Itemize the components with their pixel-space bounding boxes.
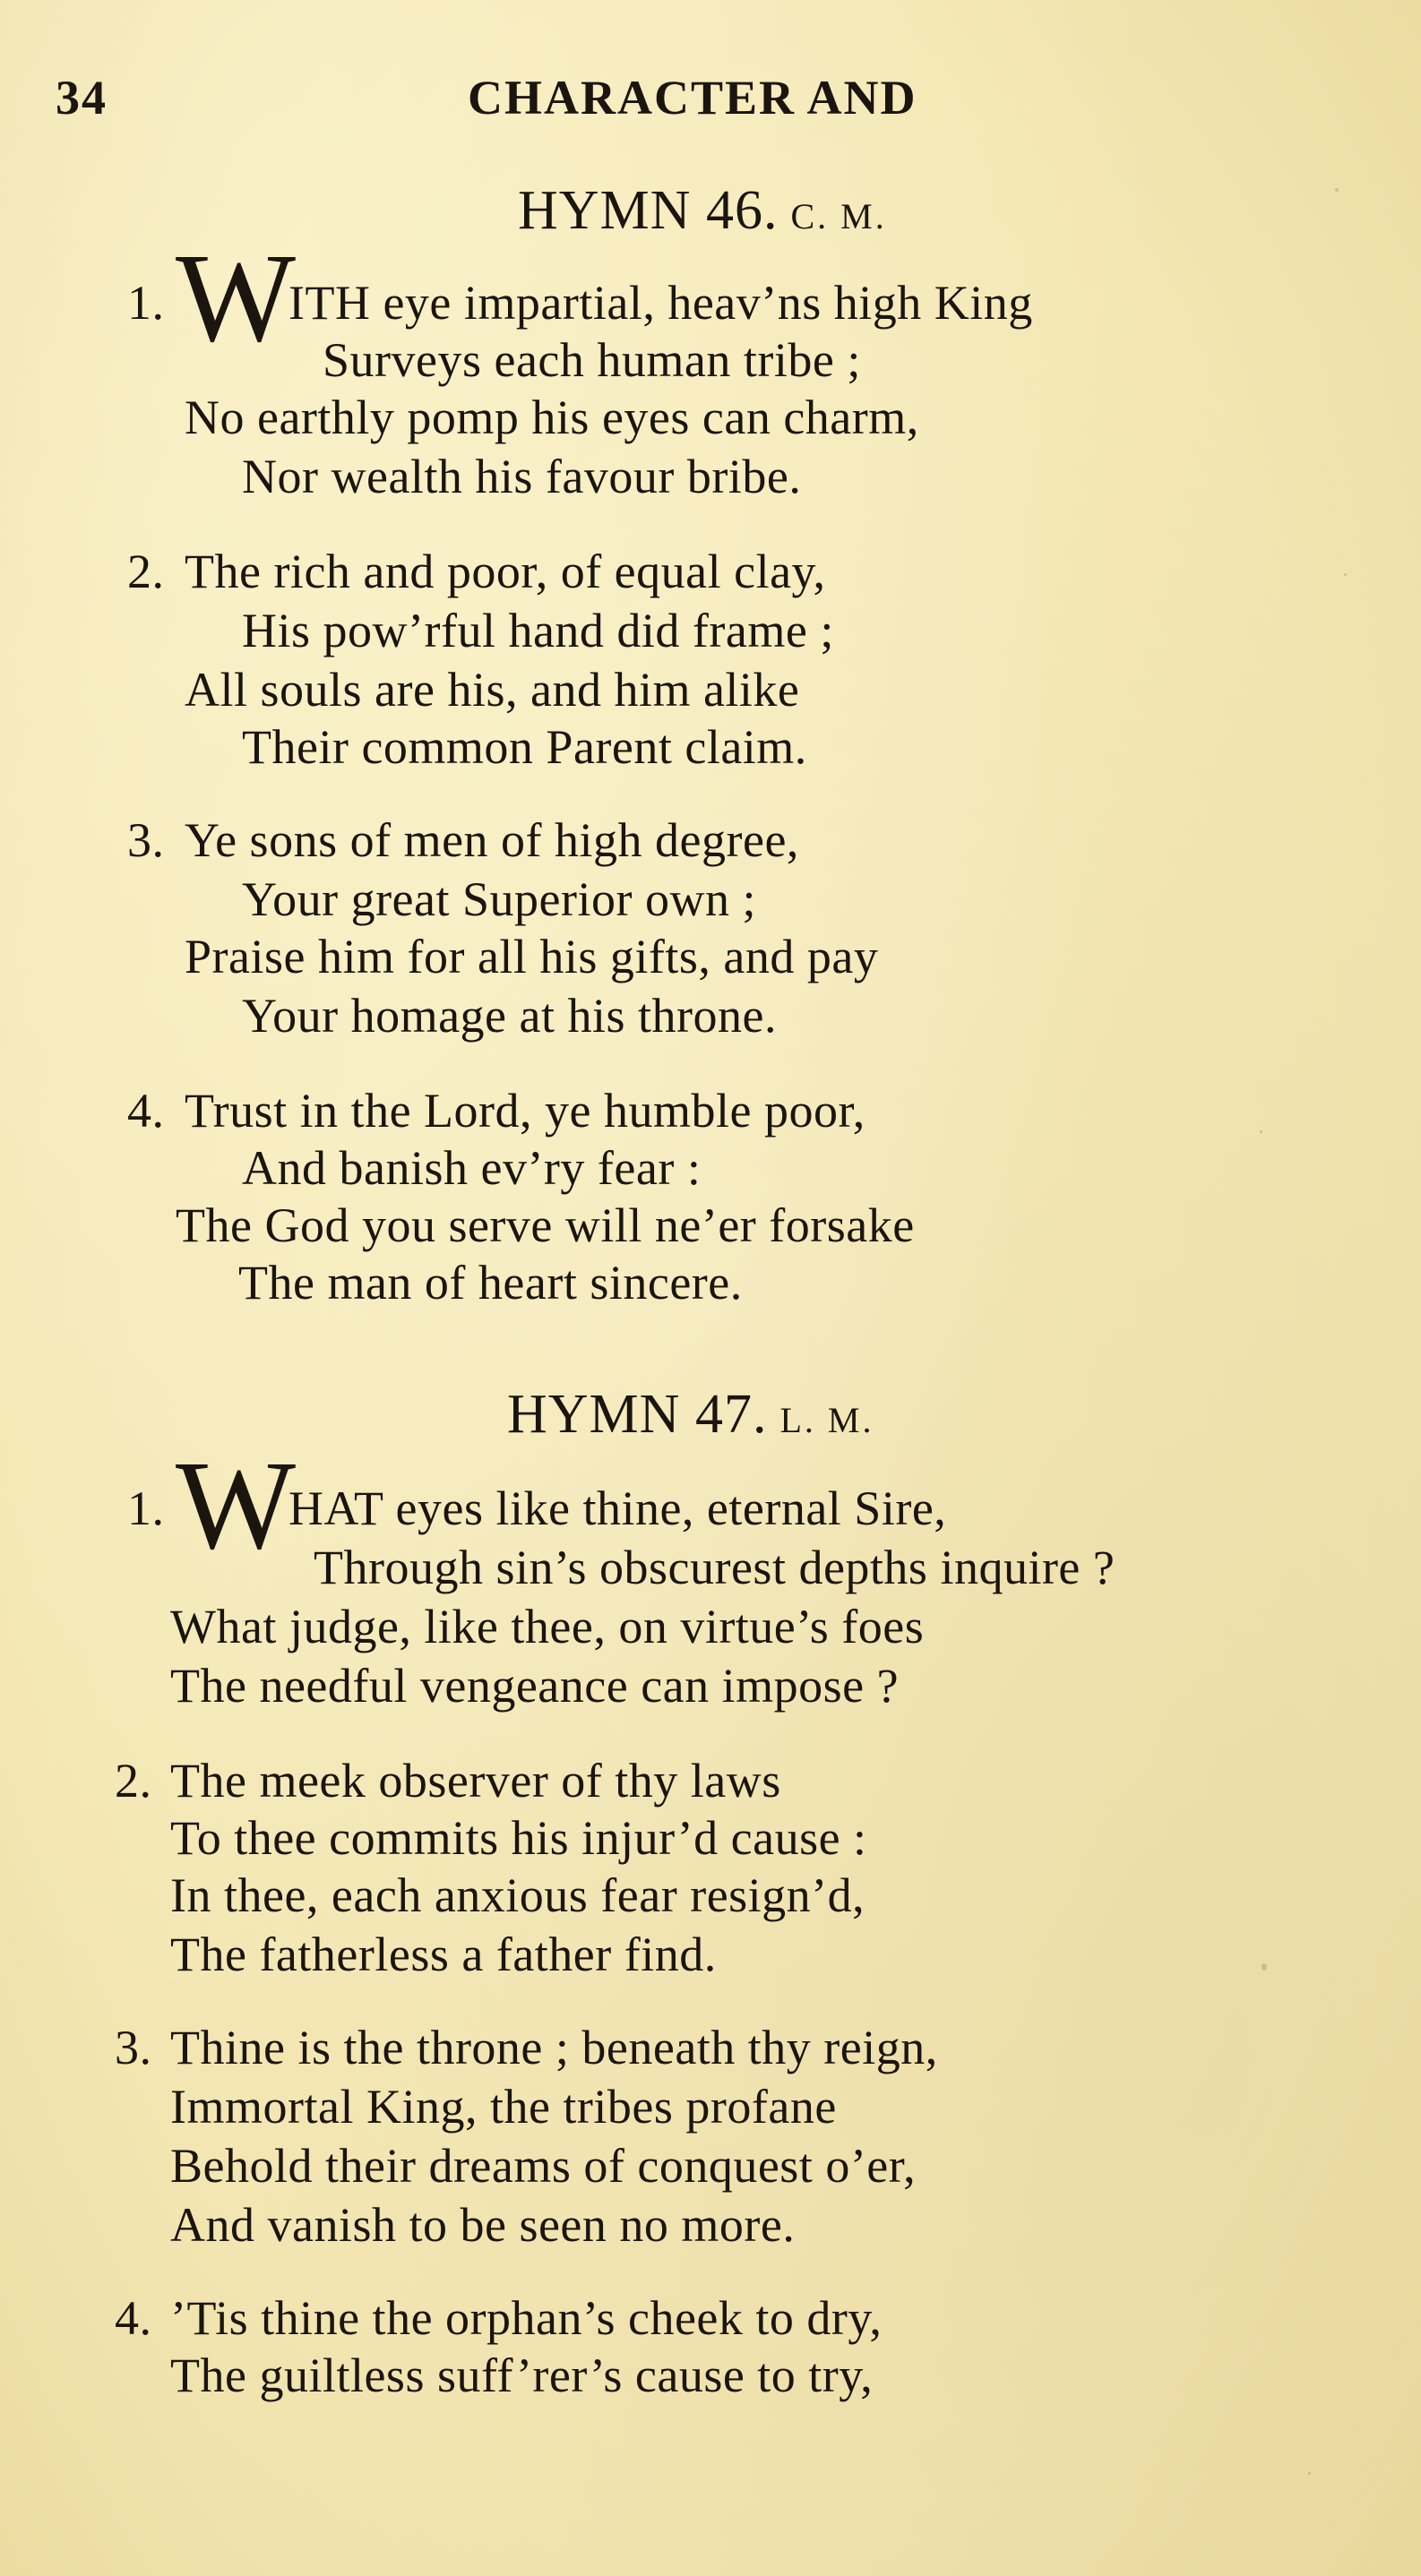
hymn-47-verse-2-number: 2. bbox=[115, 1754, 152, 1807]
paper-speck bbox=[1260, 1130, 1262, 1133]
hymn-47-verse-3-line-4: And vanish to be seen no more. bbox=[170, 2198, 796, 2252]
hymn-47-verse-4-line-2: The guiltless suff’rer’s cause to try, bbox=[170, 2348, 874, 2402]
hymn-47-verse-1-line-2: Through sin’s obscurest depths inquire ? bbox=[314, 1541, 1115, 1594]
hymn-46-verse-3-line-2: Your great Superior own ; bbox=[242, 872, 756, 926]
hymn-46-verse-4-line-2: And banish ev’ry fear : bbox=[242, 1141, 702, 1195]
hymn-47-verse-3-line-3: Behold their dreams of conquest o’er, bbox=[170, 2139, 917, 2193]
paper-speck bbox=[1344, 573, 1347, 576]
hymn-46-verse-1-line-3: No earthly pomp his eyes can charm, bbox=[185, 391, 919, 444]
hymn-47-verse-3-number: 3. bbox=[115, 2021, 152, 2074]
hymn-47-verse-1-line-3: What judge, like thee, on virtue’s foes bbox=[170, 1600, 925, 1653]
running-header bbox=[56, 70, 1131, 133]
hymn-46-verse-4-line-4: The man of heart sincere. bbox=[238, 1256, 743, 1309]
hymn-47-verse-2-line-1: The meek observer of thy laws bbox=[170, 1754, 781, 1807]
hymn-47-verse-2-line-2: To thee commits his injur’d cause : bbox=[170, 1811, 867, 1865]
hymn-46-verse-2-number: 2. bbox=[127, 545, 165, 598]
hymn-47-number: HYMN 47. bbox=[507, 1384, 768, 1445]
hymn-46-meter: C. M. bbox=[790, 196, 887, 236]
hymn-47-verse-3-line-1: Thine is the throne ; beneath thy reign, bbox=[170, 2021, 938, 2074]
hymn-46-number: HYMN 46. bbox=[518, 180, 779, 241]
hymn-46-verse-3-number: 3. bbox=[127, 813, 165, 867]
hymn-47-verse-4-line-1: ’Tis thine the orphan’s cheek to dry, bbox=[170, 2291, 883, 2345]
paper-speck bbox=[1335, 188, 1339, 192]
hymn-47-verse-1-number: 1. bbox=[127, 1481, 165, 1535]
hymn-46-verse-2-line-3: All souls are his, and him alike bbox=[185, 663, 800, 717]
hymn-46-verse-2-line-4: Their common Parent claim. bbox=[242, 720, 807, 774]
hymn-46-verse-1-line-2: Surveys each human tribe ; bbox=[323, 333, 861, 387]
hymn-46-verse-2-line-1: The rich and poor, of equal clay, bbox=[185, 545, 826, 598]
hymn-47-verse-1-line-1: HAT eyes like thine, eternal Sire, bbox=[289, 1481, 947, 1535]
hymn-46-verse-3-line-1: Ye sons of men of high degree, bbox=[185, 813, 799, 867]
hymn-46-verse-3-line-4: Your homage at his throne. bbox=[242, 989, 777, 1043]
hymn-47-meter: L. M. bbox=[779, 1400, 874, 1440]
hymn-47-title bbox=[507, 1383, 874, 1452]
hymn-46-verse-2-line-2: His pow’rful hand did frame ; bbox=[242, 604, 834, 657]
hymn-46-verse-1-line-1: ITH eye impartial, heav’ns high King bbox=[289, 276, 1033, 330]
hymn-47-verse-2-line-4: The fatherless a father find. bbox=[170, 1928, 717, 1981]
hymn-47-verse-4-number: 4. bbox=[115, 2291, 152, 2345]
hymn-46-verse-1-number: 1. bbox=[127, 276, 165, 330]
hymn-46-verse-4-number: 4. bbox=[127, 1084, 165, 1138]
running-title: CHARACTER AND bbox=[468, 71, 917, 125]
hymn-47-verse-3-line-2: Immortal King, the tribes profane bbox=[170, 2080, 837, 2134]
hymn-46-verse-1-line-4: Nor wealth his favour bribe. bbox=[242, 450, 802, 503]
hymn-46-verse-3-line-3: Praise him for all his gifts, and pay bbox=[185, 930, 879, 983]
hymn-46-verse-4-line-3: The God you serve will ne’er forsake bbox=[176, 1198, 915, 1252]
hymn-46-drop-cap: W bbox=[176, 227, 295, 368]
hymn-46-verse-4-line-1: Trust in the Lord, ye humble poor, bbox=[185, 1084, 866, 1138]
hymn-47-drop-cap: W bbox=[176, 1434, 295, 1576]
hymn-47-verse-1-line-4: The needful vengeance can impose ? bbox=[170, 1659, 900, 1713]
page-number: 34 bbox=[56, 71, 108, 125]
hymn-47-verse-2-line-3: In thee, each anxious fear resign’d, bbox=[170, 1868, 866, 1922]
hymn-46-title bbox=[518, 179, 887, 248]
paper-speck bbox=[1262, 1963, 1267, 1971]
paper-speck bbox=[1308, 2472, 1311, 2475]
